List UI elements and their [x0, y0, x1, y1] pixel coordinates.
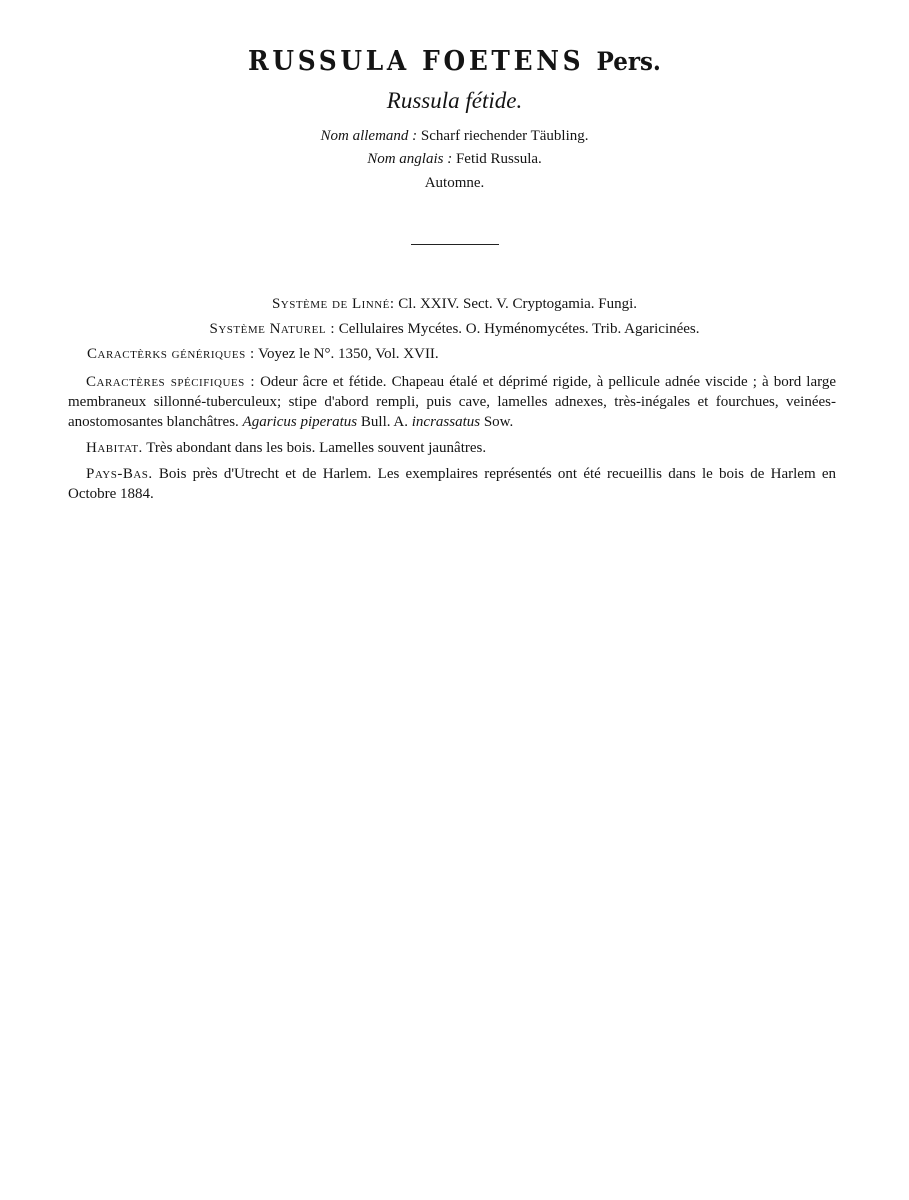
species-name: RUSSULA FOETENS [248, 46, 585, 77]
german-name-line [0, 128, 909, 145]
english-name-line [0, 151, 909, 168]
english-name-label: Nom anglais : [367, 151, 453, 167]
linne-text: Cl. XXIV. Sect. V. Cryptogamia. Fungi. [398, 296, 638, 312]
species-author: Pers. [596, 47, 661, 76]
naturel-label: Système Naturel : [209, 321, 335, 337]
paysbas-label: Pays-Bas. [86, 466, 153, 482]
species-subtitle: Russula fétide. [386, 88, 523, 113]
habitat-paragraph [68, 438, 836, 458]
specifiques-label: Caractères spécifiques : [86, 374, 255, 390]
species-title [36, 46, 872, 77]
specifiques-end: Sow. [483, 414, 514, 430]
season-line: Automne. [424, 175, 485, 191]
naturel-line [0, 321, 909, 338]
specifiques-synonym-1: Agaricus piperatus [242, 414, 358, 430]
specifiques-mid: Bull. A. [360, 414, 408, 430]
linne-line [0, 296, 909, 313]
specifiques-text: Odeur âcre et fétide. Chapeau étalé et déprimé rigide, à pellicule adnée viscide ; à bord large membraneux sillonné-tuberculeux; stipe d'abord rempli, puis cave, lamelles adnexes, très-inégales et fourchues, veinées-anostomosantes blanchâtres. [68, 374, 836, 430]
paysbas-paragraph [68, 464, 836, 504]
generiques-text: Voyez le N°. 1350, Vol. XVII. [258, 346, 439, 362]
linne-label: Système de Linné: [271, 296, 395, 312]
german-name-value: Scharf riechender Täubling. [420, 128, 589, 144]
naturel-text: Cellulaires Mycétes. O. Hyménomycétes. Trib. Agaricinées. [338, 321, 700, 337]
generiques-line [87, 346, 439, 363]
german-name-label: Nom allemand : [320, 128, 418, 144]
english-name-value: Fetid Russula. [455, 151, 542, 167]
generiques-label: Caractèrks génériques : [87, 346, 255, 362]
specifiques-paragraph [68, 372, 836, 432]
specifiques-synonym-2: incrassatus [411, 414, 481, 430]
divider-rule [411, 244, 499, 245]
habitat-text: Très abondant dans les bois. Lamelles souvent jaunâtres. [146, 440, 487, 456]
paysbas-text: Bois près d'Utrecht et de Harlem. Les exemplaires représentés ont été recueillis dans le bois de Harlem en Octobre 1884. [68, 466, 836, 502]
habitat-label: Habitat. [86, 440, 143, 456]
